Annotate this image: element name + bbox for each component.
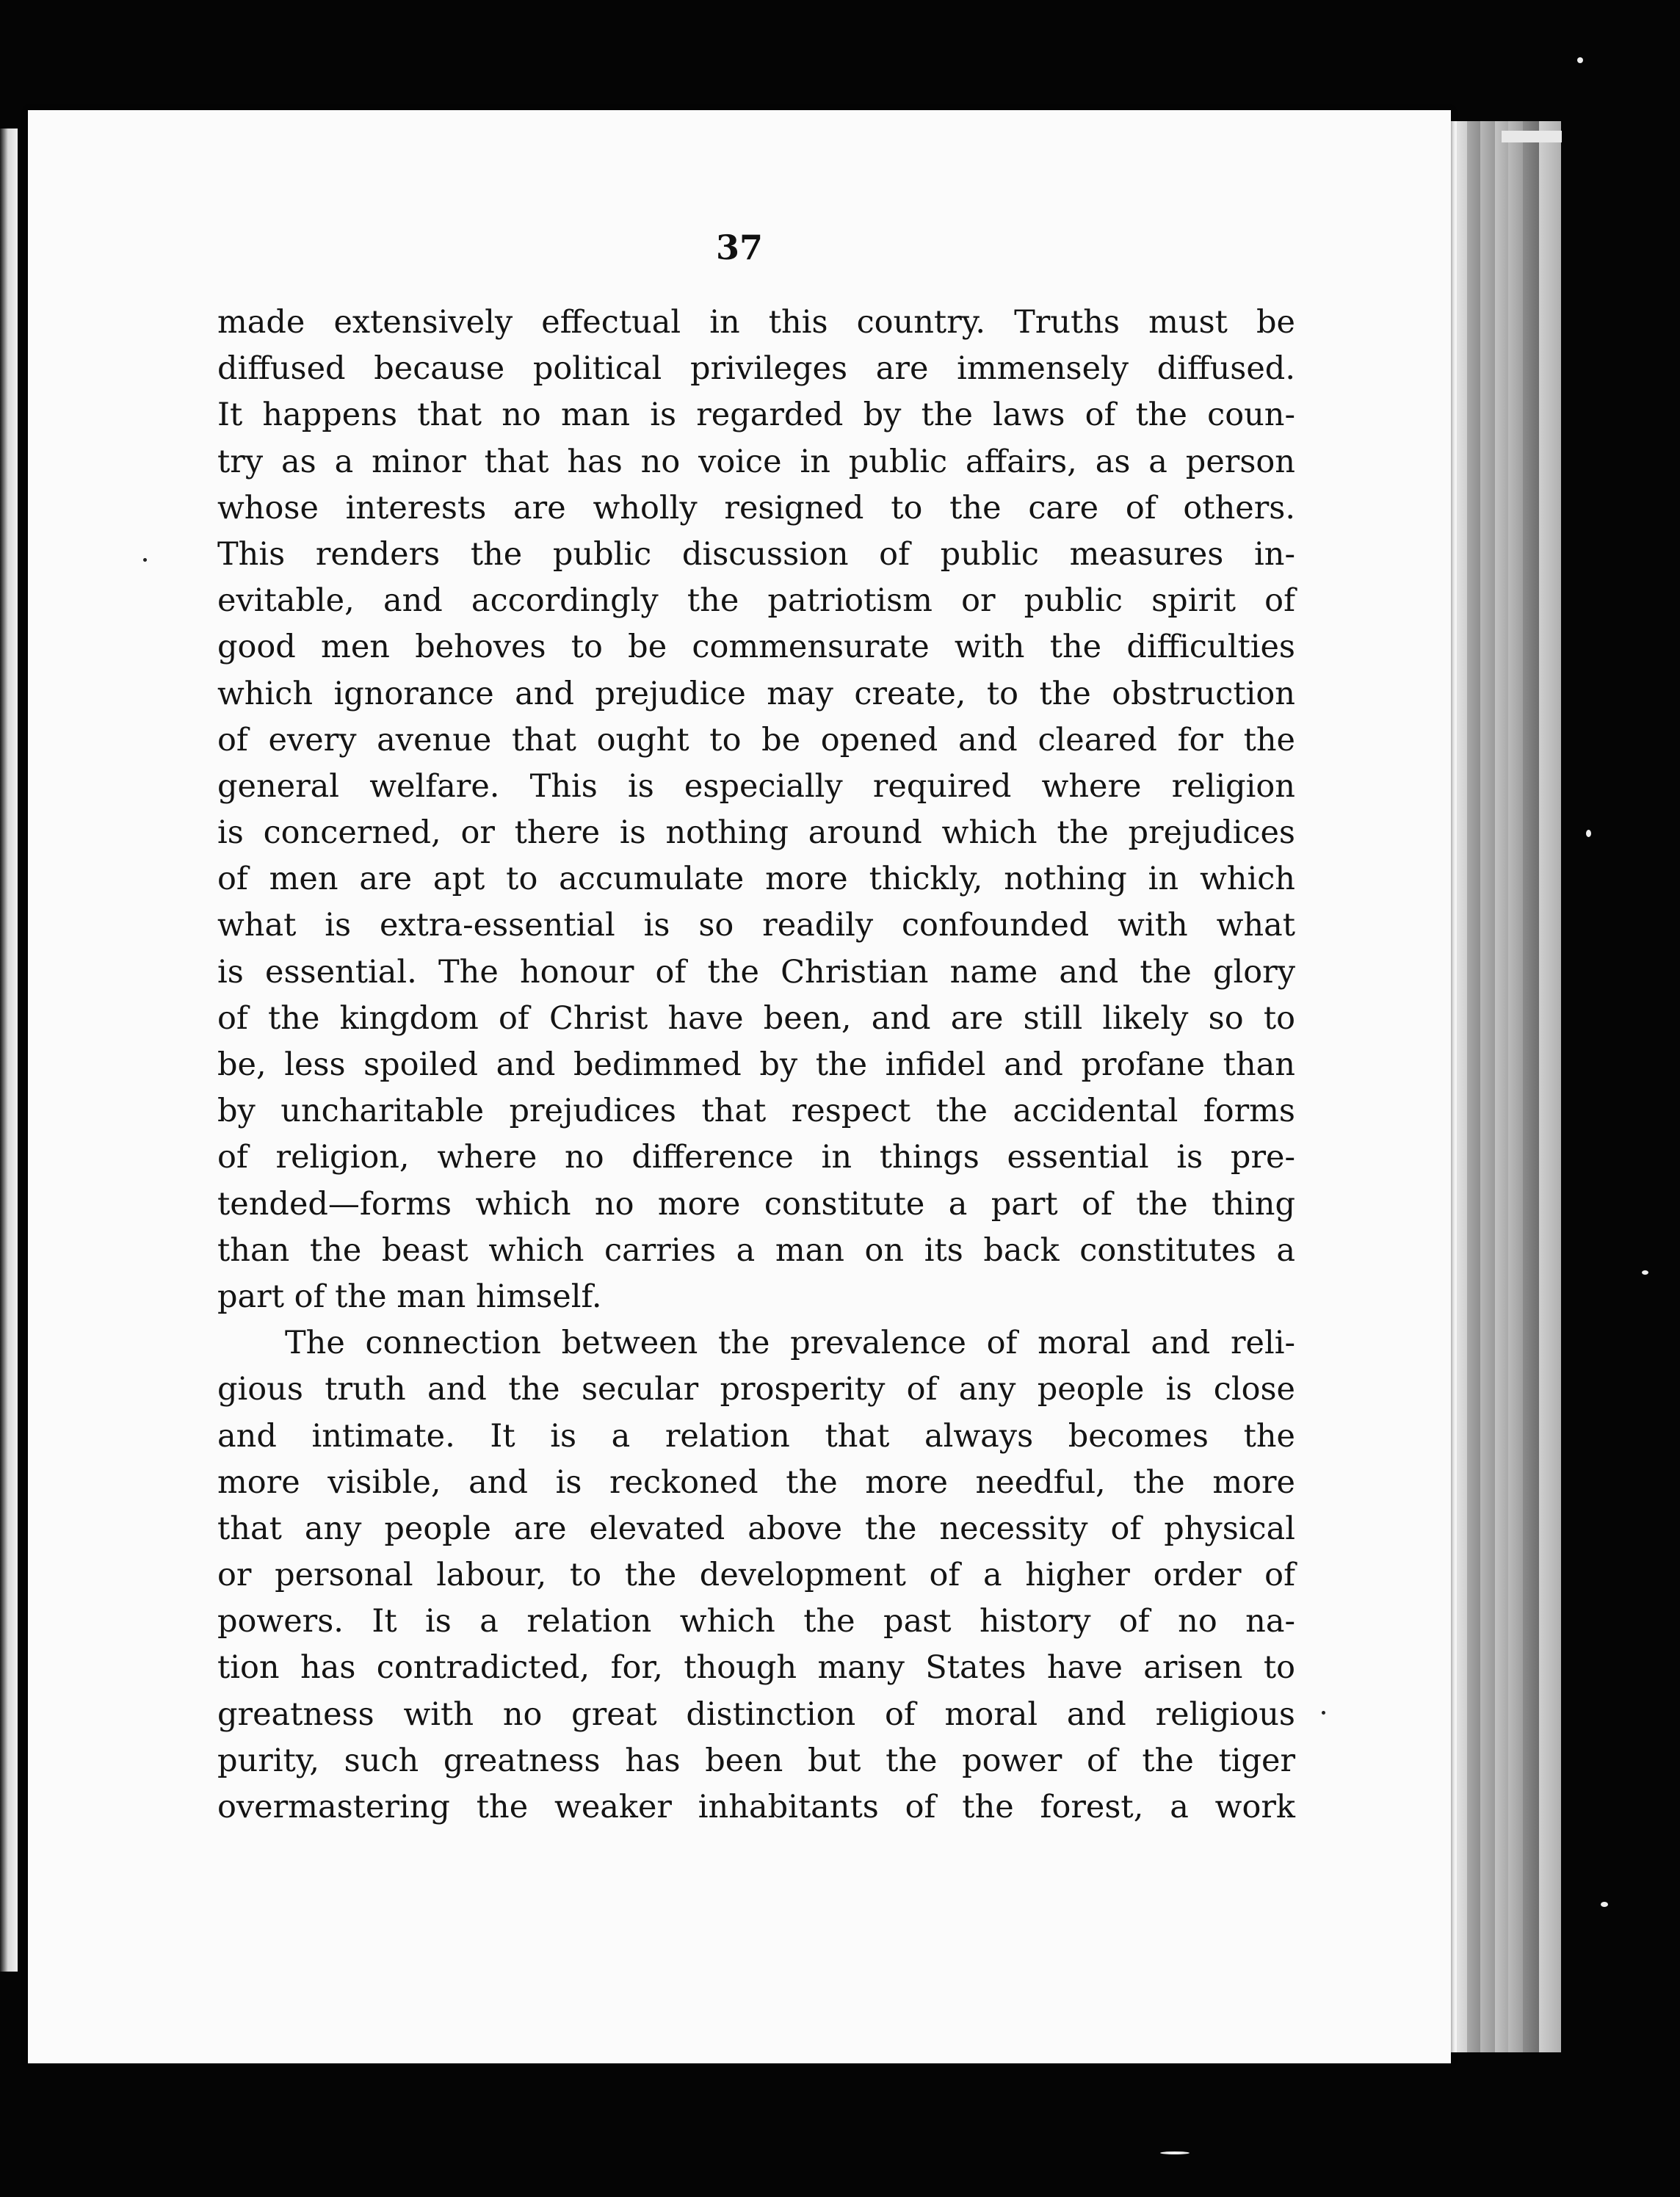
scan-speck [1577,57,1583,63]
text-line: that any people are elevated above the necessity of physical [217,1510,1295,1547]
scan-speck [1601,1902,1608,1907]
text-line: is concerned, or there is nothing around which the prejudices [217,814,1295,852]
scan-speck [1586,830,1591,837]
text-line: which ignorance and prejudice may create, to the obstruction [217,675,1295,712]
scan-speck [1322,1711,1325,1715]
book-page [28,110,1451,2063]
text-line: made extensively effectual in this country. Truths must be [217,304,1295,341]
page-stack-top [1502,131,1562,142]
text-line: of men are apt to accumulate more thickly, nothing in which [217,861,1295,898]
paragraph-start-line: The connection between the prevalence of moral and reli- [285,1325,1295,1362]
text-line: overmastering the weaker inhabitants of the forest, a work [217,1789,1295,1825]
facing-page-edge [0,129,18,1972]
text-line: It happens that no man is regarded by the laws of the coun- [217,397,1295,434]
text-line: purity, such greatness has been but the power of the tiger [217,1742,1295,1779]
scan-speck [143,558,147,562]
text-line: of every avenue that ought to be opened and cleared for the [217,721,1295,759]
text-line: what is extra-essential is so readily confounded with what [217,907,1295,944]
text-line: and intimate. It is a relation that always becomes the [217,1417,1295,1455]
scan-speck [1160,2151,1190,2154]
text-line: powers. It is a relation which the past history of no na- [217,1603,1295,1640]
text-line: of religion, where no difference in things essential is pre- [217,1139,1295,1176]
text-line: by uncharitable prejudices that respect the accidental forms [217,1093,1295,1130]
text-line: general welfare. This is especially required where religion [217,767,1295,805]
text-line: tended—forms which no more constitute a part of the thing [217,1185,1295,1223]
text-line: than the beast which carries a man on its back constitutes a [217,1231,1295,1269]
text-line: diffused because political privileges are immensely diffused. [217,350,1295,388]
page-stack-edges [1451,121,1561,2052]
text-line: or personal labour, to the development of a higher order of [217,1557,1295,1594]
text-line: try as a minor that has no voice in public affairs, as a person [217,443,1295,480]
text-line: whose interests are wholly resigned to the care of others. [217,489,1295,526]
text-line: tion has contradicted, for, though many States have arisen to [217,1649,1295,1687]
page-number: 37 [715,228,763,267]
paragraph-end-line: part of the man himself. [217,1278,602,1315]
text-line: good men behoves to be commensurate with the difficulties [217,629,1295,666]
text-line: gious truth and the secular prosperity of any people is close [217,1371,1295,1408]
text-line: more visible, and is reckoned the more needful, the more [217,1463,1295,1501]
text-line: is essential. The honour of the Christian name and the glory [217,953,1295,991]
text-line: greatness with no great distinction of moral and religious [217,1695,1295,1733]
text-line: evitable, and accordingly the patriotism or public spirit of [217,582,1295,620]
text-line: This renders the public discussion of public measures in- [217,535,1295,573]
scan-speck [1642,1270,1648,1275]
text-line: be, less spoiled and bedimmed by the infidel and profane than [217,1046,1295,1083]
page-body [217,300,1295,1831]
text-line: of the kingdom of Christ have been, and are still likely so to [217,999,1295,1037]
